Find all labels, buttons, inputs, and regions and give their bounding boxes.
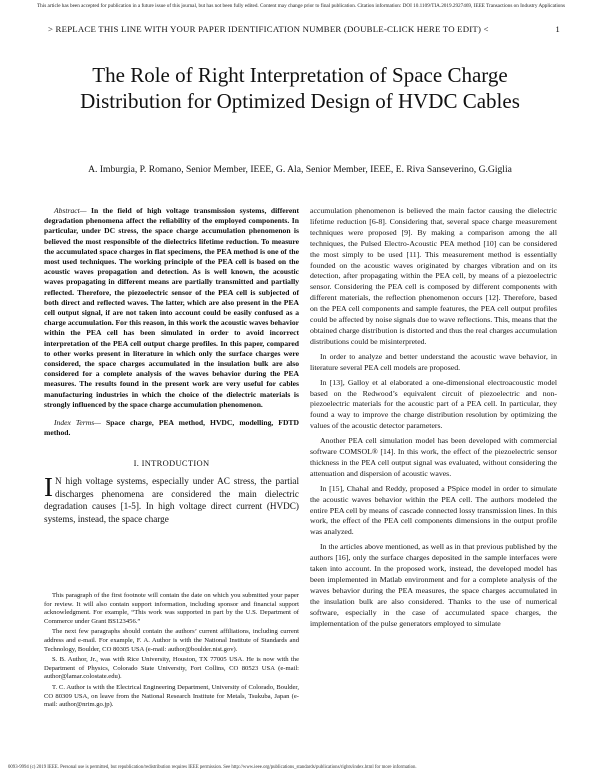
body-paragraph: In order to analyze and better understand the acoustic wave behavior, in literature several PEA cell models are proposed.: [310, 351, 557, 372]
footnote: The next few paragraphs should contain the authors’ current affiliations, including current address and e-mail. For example, F. A. Author is with the National Institute of Standards and Technology, Boulder, CO 80305 USA (e-mail: author@boulder.nist.gov).: [44, 628, 299, 653]
right-column: [310, 206, 557, 630]
paper-id-header: [48, 24, 560, 34]
body-paragraph: In [13], Galloy et al elaborated a one-dimensional electroacoustic model based on the Redwood’s equivalent circuit of piezoelectric and non-piezoelectric materials for the acoustic part of a PEA cell. In particular, they found a way to improve the charge distribution resolution by optimizing the values of the acoustic detector parameters.: [310, 377, 557, 431]
header-text: > REPLACE THIS LINE WITH YOUR PAPER IDENTIFICATION NUMBER (DOUBLE-CLICK HERE TO EDIT) <: [48, 24, 489, 34]
publication-notice: This article has been accepted for publication in a future issue of this journal, but has not been fully edited. Content may change prior to final publication. Citation information: DOI 10.1109/TIA.2019.2927469, IEEE Transactions on Industry Applications: [37, 3, 565, 9]
index-terms-text: Space charge, PEA method, HVDC, modelling, FDTD method.: [44, 418, 299, 438]
abstract-label: Abstract—: [54, 206, 87, 215]
footnotes: [44, 592, 299, 712]
footnote: This paragraph of the first footnote will contain the date on which you submitted your paper for review. It will also contain support information, including sponsor and financial support acknowledgment. For example, “This work was supported in part by the U.S. Department of Commerce under Grant BS123456.”: [44, 592, 299, 625]
introduction-text: N high voltage systems, especially under AC stress, the partial discharges phenomena are considered the main dielectric degradation causes [1-5]. In high voltage direct current (HVDC) systems, instead, the space charge: [44, 476, 299, 524]
footer-rights: 0093-9994 (c) 2019 IEEE. Personal use is permitted, but republication/redistribution requires IEEE permission. See http://www.ieee.org/publications_standards/publications/rights/index.html for more information.: [8, 765, 417, 770]
page-number: 1: [555, 24, 560, 34]
footnote: T. C. Author is with the Electrical Engineering Department, University of Colorado, Boulder, CO 80309 USA, on leave from the National Research Institute for Metals, Tsukuba, Japan (e-mail: author@nrim.go.jp).: [44, 683, 299, 709]
body-paragraph: Another PEA cell simulation model has been developed with commercial software COMSOL® [14]. In this work, the effect of the piezoelectric sensor thickness in the PEA cell output signal was evaluated, without considering the attenuation and dispersion of acoustic waves.: [310, 436, 557, 478]
drop-cap: I: [44, 472, 53, 503]
body-paragraph: In the articles above mentioned, as well as in that previous published by the authors [16], only the surface charges deposited in the sample interfaces were taken into account. In the proposed work, instead, the developed model has been implemented in Matlab environment and for a complete analysis of the waves behavior during the PEA measures, the space charges accumulated in the insulation bulk are also considered. Thanks to the use of numerical software, especially in the case of accumulated space charges, the implementation of the pulse generators employed to simulate: [310, 542, 557, 628]
paper-title: The Role of Right Interpretation of Space Charge Distribution for Optimized Design of HVDC Cables: [80, 63, 520, 113]
abstract: [44, 206, 299, 410]
abstract-text: In the field of high voltage transmission systems, different degradation phenomena affect the reliability of the employed components. In particular, under DC stress, the space charge accumulation phenomenon is believed the most responsible of the dielectrics lifetime reduction. To measure the accumulated space charges in flat specimens, the PEA method is one of the most used techniques. The working principle of the PEA cell is based on the acoustic waves propagation and detection. As is well known, the acoustic waves propagating in different means are partially transmitted and partially reflected. Therefore, the piezoelectric sensor of the PEA cell is subjected of both direct and reflected waves. The latter, which are also present in the PEA cell output signal, if are not taken into account could be easily confused as a charge accumulation. For this reason, in this work the acoustic waves behavior within the PEA cell has been simulated in order to avoid incorrect interpretation of the PEA cell output charge profiles. In this paper, compared to other works present in literature in which only the surface charges were considered, the space charges accumulated in the insulation bulk are also considered for a complete analysis of the waves behavior during the PEA measures. The results found in the present work are very useful for cables manufacturing industries in which the choice of the dielectric materials is strongly influenced by the space charge accumulation phenomenon.: [44, 206, 299, 409]
left-column: [44, 206, 299, 525]
index-terms-label: Index Terms—: [54, 418, 101, 428]
introduction-paragraph: [44, 472, 299, 525]
body-paragraph: accumulation phenomenon is believed the main factor causing the dielectric lifetime reduction [6-8]. Considering that, several space charge measurement techniques were proposed [9]. By making a comparison among the all techniques, the Pulsed Electro-Acoustic PEA method [10] can be considered the most simply to be used [11]. This measurement method is essentially founded on the acoustic waves originated by charges vibration and on its detection, after propagating within the PEA cell, by means of a piezoelectric sensor. Considering the PEA cell is composed by different components with different materials, the reflection phenomenon occurs [12]. Therefore, based on the PEA cell components and sample features, the PEA cell output profiles could be affected by noise signals due to wave reflections. This, means that the obtained charge distribution is distorted and thus the real charges accumulation distributions could be misinterpreted.: [310, 206, 557, 346]
author-list: A. Imburgia, P. Romano, Senior Member, IEEE, G. Ala, Senior Member, IEEE, E. Riva Sanseverino, G.Giglia: [88, 164, 512, 175]
page-footer: [8, 765, 592, 771]
body-paragraph: In [15], Chahal and Reddy, proposed a PSpice model in order to simulate the acoustic waves behavior within the PEA cell. The authors modeled the entire PEA cell by means of cascade connected lossy transmission lines. In this work, the effect of the PEA cell components dimensions in the output profile was analyzed.: [310, 483, 557, 537]
index-terms: [44, 418, 299, 438]
footnote: S. B. Author, Jr., was with Rice University, Houston, TX 77005 USA. He is now with the Department of Physics, Colorado State University, Fort Collins, CO 80523 USA (e-mail: author@lamar.colostate.edu).: [44, 656, 299, 681]
section-heading-introduction: I. INTRODUCTION: [133, 458, 210, 469]
